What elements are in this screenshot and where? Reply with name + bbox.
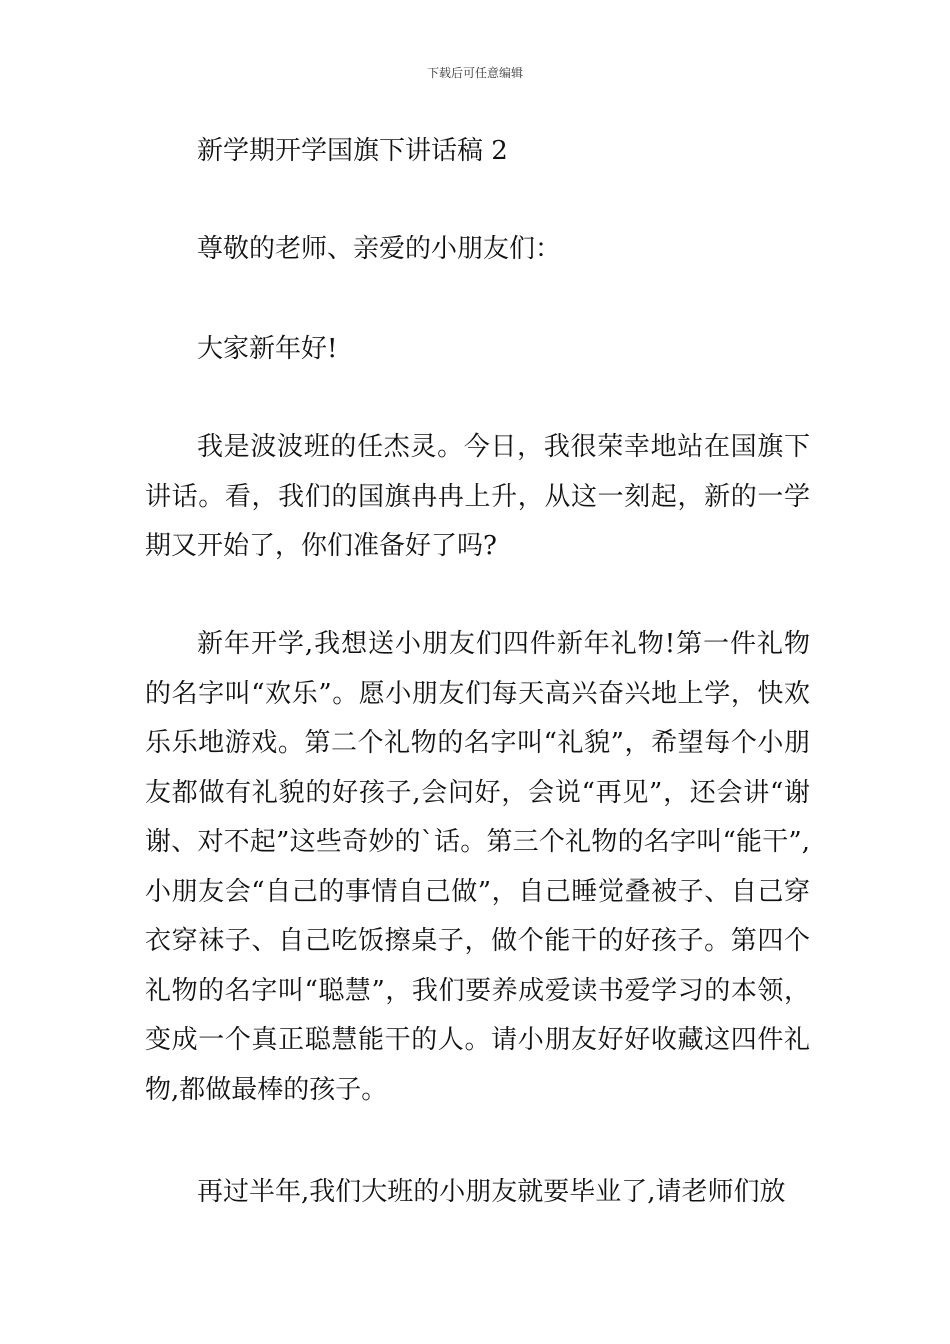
paragraph-2: 新年开学,我想送小朋友们四件新年礼物!第一件礼物的名字叫“欢乐”。愿小朋友们每天高兴奋兴地上学，快欢乐乐地游戏。第二个礼物的名字叫“礼貌”，希望每个小朋友都做有礼貌的好孩子,会问好，会说“再见”，还会讲“谢谢、对不起”这些奇妙的`话。第三个礼物的名字叫“能干”,小朋友会“自己的事情自己做”，自己睡觉叠被子、自己穿衣穿袜子、自己吃饭擦桌子，做个能干的好孩子。第四个礼物的名字叫“聪慧”，我们要养成爱读书爱学习的本领，变成一个真正聪慧能干的人。请小朋友好好收藏这四件礼物,都做最棒的孩子。 [145,629,810,1105]
greeting-line: 尊敬的老师、亲爱的小朋友们： [197,234,562,264]
document-title: 新学期开学国旗下讲话稿 2 [197,136,508,166]
new-year-greeting: 大家新年好! [197,334,338,364]
header-note: 下载后可任意编辑 [426,66,523,80]
paragraph-1: 我是波波班的任杰灵。今日，我很荣幸地站在国旗下讲话。看，我们的国旗冉冉上升，从这一刻起，新的一学期又开始了，你们准备好了吗? [145,432,810,561]
paragraph-3: 再过半年,我们大班的小朋友就要毕业了,请老师们放 [197,1177,786,1207]
